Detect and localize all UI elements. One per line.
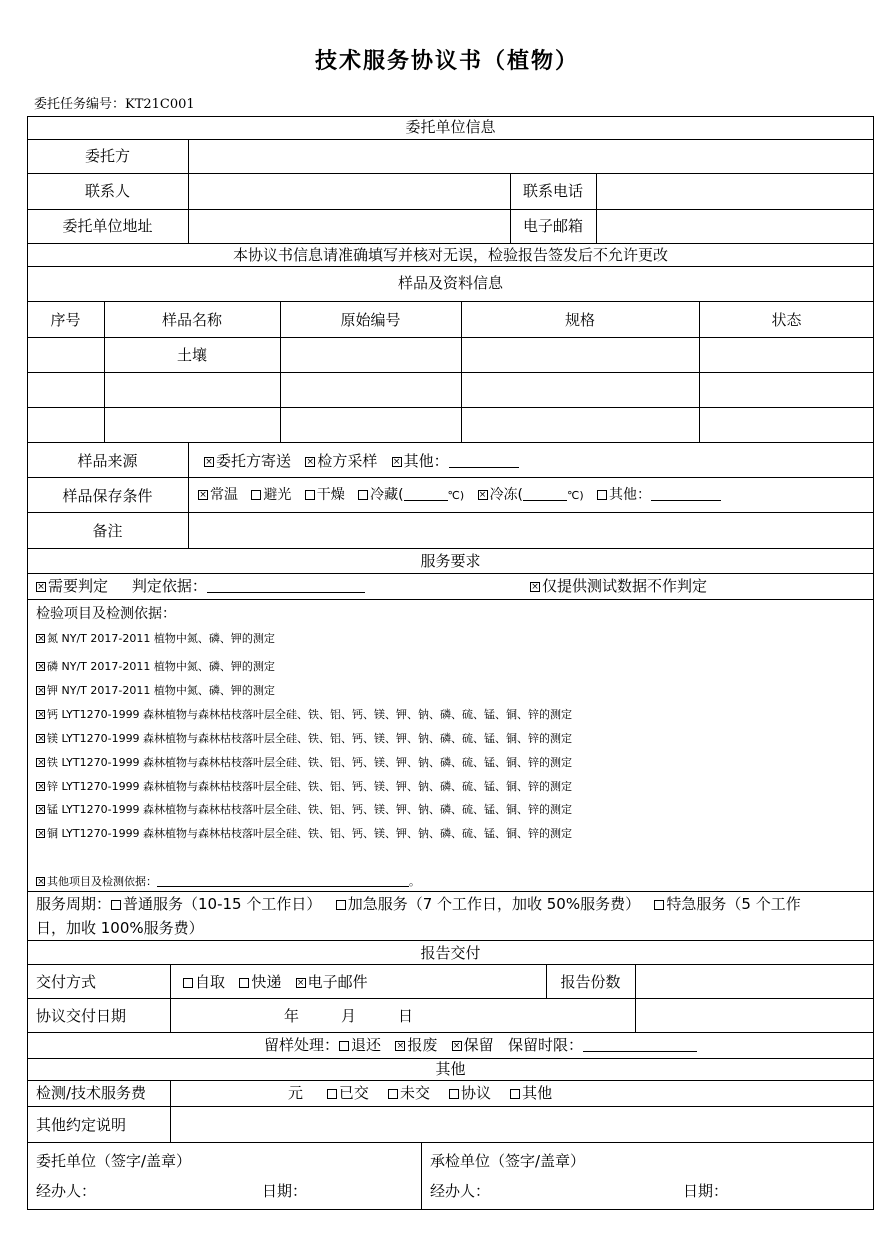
- refrigerate-temp-field[interactable]: [404, 486, 448, 501]
- year-label: 年: [284, 1007, 300, 1025]
- fee-other-label: 其他: [522, 1084, 553, 1102]
- fee-options: [288, 1084, 552, 1102]
- checkbox-storage-other[interactable]: [597, 490, 607, 500]
- section-delivery: 报告交付: [420, 944, 481, 962]
- option-dry-label: 干燥: [316, 487, 345, 503]
- lab-sign-label: 承检单位（签字/盖章）: [430, 1152, 586, 1170]
- items-title: 检验项目及检测依据：: [36, 606, 176, 622]
- delivery-date-label: 协议交付日期: [36, 1007, 127, 1025]
- address-label: 委托单位地址: [62, 217, 153, 235]
- sample-source-label: 样品来源: [77, 452, 138, 470]
- checkbox-refrigerate[interactable]: [358, 490, 368, 500]
- delivery-method-label: 交付方式: [36, 973, 97, 991]
- option-source-other-label: 其他：: [403, 452, 449, 470]
- retain-label: 留样处理：: [264, 1036, 340, 1054]
- test-item-label: 磷 NY/T 2017-2011 植物中氮、磷、钾的测定: [47, 660, 275, 673]
- option-room-temp-label: 常温: [210, 487, 238, 503]
- checkbox-other-items[interactable]: [36, 877, 45, 886]
- section-sample-info: 样品及资料信息: [397, 274, 503, 292]
- checkbox-period-rush[interactable]: [336, 900, 346, 910]
- unpaid-label: 未交: [399, 1084, 430, 1102]
- client-date-label: 日期：: [262, 1182, 308, 1200]
- checkbox-item-ca[interactable]: [36, 710, 45, 719]
- retain-row: [264, 1036, 697, 1054]
- remark-label: 备注: [92, 522, 123, 540]
- keep-label: 保留: [463, 1036, 494, 1054]
- page-title: 技术服务协议书（植物）: [314, 49, 579, 74]
- option-client-send-label: 委托方寄送: [216, 452, 292, 470]
- checkbox-unpaid[interactable]: [388, 1089, 398, 1099]
- contact-label: 联系人: [84, 182, 130, 200]
- period-label: 服务周期：: [36, 895, 112, 913]
- col-header-state: 状态: [771, 311, 802, 329]
- lab-agent-label: 经办人：: [430, 1182, 491, 1200]
- test-item-label: 钾 NY/T 2017-2011 植物中氮、磷、钾的测定: [47, 684, 275, 697]
- report-copies-label: 报告份数: [560, 973, 621, 991]
- judge-basis-label: 判定依据：: [131, 577, 207, 595]
- phone-label: 联系电话: [522, 182, 583, 200]
- section-client-info: 委托单位信息: [405, 118, 496, 136]
- col-header-spec: 规格: [564, 311, 595, 329]
- judge-row: [36, 577, 365, 595]
- test-item-label: 铜 LYT1270-1999 森林植物与森林枯枝落叶层全硅、铁、铝、钙、镁、钾、钠、磷、硫、锰、铜、锌的测定: [47, 827, 573, 840]
- retain-time-field[interactable]: [583, 1037, 697, 1052]
- test-item: [36, 630, 275, 648]
- checkbox-item-p[interactable]: [36, 662, 45, 671]
- sample-name-cell[interactable]: 土壤: [176, 346, 207, 364]
- test-item: [36, 801, 572, 819]
- period-normal-label: 普通服务（10-15 个工作日）: [123, 895, 322, 913]
- freeze-temp-field[interactable]: [523, 486, 567, 501]
- option-freeze-label: 冷冻(: [489, 487, 524, 503]
- paid-label: 已交: [338, 1084, 369, 1102]
- checkbox-keep[interactable]: [452, 1041, 462, 1051]
- period-rush-label: 加急服务（7 个工作日，加收 50%服务费）: [347, 895, 641, 913]
- refrigerate-unit: ℃): [447, 489, 465, 502]
- test-item-label: 镁 LYT1270-1999 森林植物与森林枯枝落叶层全硅、铁、铝、钙、镁、钾、钠、磷、硫、锰、铜、锌的测定: [47, 732, 573, 745]
- day-label: 日: [398, 1007, 414, 1025]
- test-item-label: 钙 LYT1270-1999 森林植物与森林枯枝落叶层全硅、铁、铝、钙、镁、钾、钠、磷、硫、锰、铜、锌的测定: [47, 708, 573, 721]
- test-item: [36, 754, 572, 772]
- notice-text: 本协议书信息请准确填写并核对无误，检验报告签发后不允许更改: [232, 246, 668, 264]
- discard-label: 报废: [407, 1036, 438, 1054]
- checkbox-email-delivery[interactable]: [296, 978, 306, 988]
- checkbox-dark[interactable]: [251, 490, 261, 500]
- option-dark-label: 避光: [263, 487, 292, 503]
- checkbox-item-zn[interactable]: [36, 782, 45, 791]
- judge-basis-field[interactable]: [207, 578, 365, 593]
- storage-other-field[interactable]: [651, 486, 721, 501]
- source-options: [204, 452, 519, 470]
- source-other-field[interactable]: [449, 453, 519, 468]
- period-special-cont: 日，加收 100%服务费）: [36, 919, 204, 937]
- period-special-label: 特急服务（5 个工作: [666, 895, 801, 913]
- email-delivery-label: 电子邮件: [307, 973, 368, 991]
- checkbox-agreement[interactable]: [449, 1089, 459, 1099]
- agreement-label: 协议: [461, 1084, 492, 1102]
- express-label: 快递: [251, 973, 282, 991]
- other-items-row: ×其他项目及检测依据： 。: [36, 873, 420, 891]
- checkbox-period-special[interactable]: [654, 900, 664, 910]
- test-item-label: 氮 NY/T 2017-2011 植物中氮、磷、钾的测定: [47, 632, 275, 645]
- checkbox-lab-sampling[interactable]: [305, 457, 315, 467]
- delivery-options: [183, 973, 368, 991]
- test-item: [36, 658, 275, 676]
- checkbox-self-pickup[interactable]: [183, 978, 193, 988]
- test-item-label: 锰 LYT1270-1999 森林植物与森林枯枝落叶层全硅、铁、铝、钙、镁、钾、钠、磷、硫、锰、铜、锌的测定: [47, 803, 573, 816]
- option-refrigerate-label: 冷藏(: [370, 487, 404, 503]
- checkbox-dry[interactable]: [305, 490, 315, 500]
- checkbox-item-cu[interactable]: [36, 829, 45, 838]
- checkbox-period-normal[interactable]: [111, 900, 121, 910]
- storage-options: [198, 486, 721, 505]
- test-item: [36, 778, 572, 796]
- test-item: [36, 825, 572, 843]
- checkbox-item-mn[interactable]: [36, 805, 45, 814]
- service-period-row: [36, 895, 801, 913]
- month-label: 月: [341, 1007, 357, 1025]
- test-item: [36, 706, 572, 724]
- section-other: 其他: [435, 1060, 466, 1078]
- checkbox-freeze[interactable]: [478, 490, 488, 500]
- data-only-row: [530, 577, 707, 595]
- client-party-label: 委托方: [84, 147, 130, 165]
- checkbox-paid[interactable]: [327, 1089, 337, 1099]
- checkbox-need-judge[interactable]: [36, 582, 46, 592]
- self-pickup-label: 自取: [195, 973, 226, 991]
- client-agent-label: 经办人：: [36, 1182, 97, 1200]
- retain-time-label: 保留时限：: [508, 1036, 584, 1054]
- checkbox-source-other[interactable]: [392, 457, 402, 467]
- task-number: 委托任务编号：KT21C001: [34, 97, 195, 112]
- checkbox-item-k[interactable]: [36, 686, 45, 695]
- email-label: 电子邮箱: [522, 217, 583, 235]
- checkbox-discard[interactable]: [395, 1041, 405, 1051]
- yuan-label: 元: [288, 1084, 304, 1102]
- freeze-unit: ℃): [567, 489, 584, 502]
- other-items-field[interactable]: [157, 876, 409, 887]
- client-sign-label: 委托单位（签字/盖章）: [36, 1152, 192, 1170]
- checkbox-item-mg[interactable]: [36, 734, 45, 743]
- fee-label: 检测/技术服务费: [36, 1084, 147, 1102]
- test-item: [36, 730, 572, 748]
- checkbox-room-temp[interactable]: [198, 490, 208, 500]
- notes-label: 其他约定说明: [36, 1116, 127, 1134]
- test-item-label: 锌 LYT1270-1999 森林植物与森林枯枝落叶层全硅、铁、铝、钙、镁、钾、钠、磷、硫、锰、铜、锌的测定: [47, 780, 573, 793]
- checkbox-client-send[interactable]: [204, 457, 214, 467]
- checkbox-return[interactable]: [339, 1041, 349, 1051]
- checkbox-item-fe[interactable]: [36, 758, 45, 767]
- section-service: 服务要求: [420, 552, 481, 570]
- data-only-label: 仅提供测试数据不作判定: [542, 577, 708, 595]
- checkbox-item-n[interactable]: [36, 634, 45, 643]
- test-item-label: 铁 LYT1270-1999 森林植物与森林枯枝落叶层全硅、铁、铝、钙、镁、钾、钠、磷、硫、锰、铜、锌的测定: [47, 756, 573, 769]
- storage-label: 样品保存条件: [62, 487, 153, 505]
- need-judge-label: 需要判定: [48, 577, 109, 595]
- col-header-no: 序号: [50, 311, 81, 329]
- other-items-label: 其他项目及检测依据：: [47, 875, 157, 888]
- option-lab-sampling-label: 检方采样: [317, 452, 378, 470]
- option-storage-other-label: 其他：: [609, 487, 652, 503]
- checkbox-fee-other[interactable]: [510, 1089, 520, 1099]
- lab-date-label: 日期：: [683, 1182, 729, 1200]
- test-item: [36, 682, 275, 700]
- return-label: 退还: [351, 1036, 382, 1054]
- col-header-original-no: 原始编号: [340, 311, 401, 329]
- col-header-name: 样品名称: [161, 311, 222, 329]
- checkbox-data-only[interactable]: [530, 582, 540, 592]
- checkbox-express[interactable]: [239, 978, 249, 988]
